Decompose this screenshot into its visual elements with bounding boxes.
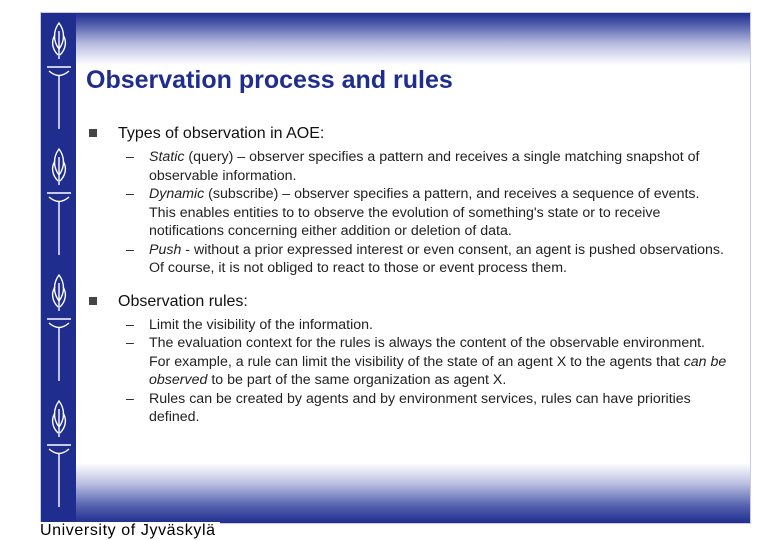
sub-item-push: – Push - without a prior expressed interest or even consent, an agent is pushed observations. Of course, it is not obliged to react to those or event process them.: [126, 241, 724, 276]
sub-item-text: Rules can be created by agents and by environment services, rules can have priorities defined.: [149, 390, 691, 425]
slide-content: [88, 124, 728, 427]
sub-item-emphasis: Static: [149, 149, 185, 165]
sub-item-dynamic: – Dynamic (subscribe) – observer specifies a pattern, and receives a sequence of events. This enables entities to to observe the evolution of something's state or to receive notifications concerning either addition or deletion of data.: [126, 186, 700, 239]
university-emblem-icon: [44, 395, 74, 513]
bullet-text: Observation rules:: [118, 292, 248, 310]
sub-item-static: – Static (query) – observer specifies a pattern and receives a single matching snapshot of observable information.: [126, 149, 700, 184]
footer-university-name: University of Jyväskylä: [40, 522, 220, 540]
top-gradient-band: [41, 13, 750, 65]
university-emblem-icon: [44, 17, 74, 135]
sub-item-text: - without a prior expressed interest or even consent, an agent is pushed observations. Of course, it is not obliged to react to those or event process them.: [149, 241, 724, 276]
sub-item-text: to be part of the same organization as agent X.: [207, 372, 507, 388]
sub-item-emphasis: Push: [149, 241, 182, 258]
sub-item-evaluation-context: – The evaluation context for the rules is always the content of the observable environment. For example, a rule can limit the visibility of the state of an agent X to the agents that can be observed to be part of the same organization as agent X.: [126, 335, 727, 388]
sub-item-text: (query) – observer specifies a pattern and receives a single matching snapshot of observable information.: [149, 149, 700, 184]
bottom-gradient-band: [41, 463, 750, 523]
sub-item-text: Limit the visibility of the information.: [149, 316, 373, 333]
sub-item-rules-created: – Rules can be created by agents and by environment services, rules can have priorities defined.: [126, 390, 691, 425]
sub-item-emphasis: Dynamic: [149, 186, 205, 202]
bullet-observation-rules: [88, 292, 728, 312]
bullet-text: Types of observation in AOE:: [118, 125, 325, 142]
sub-item-text: The evaluation context for the rules is always the content of the observable environment. For example, a rule can limit the visibility of the state of an agent X to the agents that: [149, 335, 705, 370]
square-bullet-icon: [89, 297, 97, 305]
bullet-types-of-observation: [88, 124, 728, 144]
sub-item-emphasis: can be observed: [149, 353, 727, 388]
slide-title: Observation process and rules: [86, 66, 453, 94]
left-emblem-strip: [41, 13, 76, 523]
university-emblem-icon: [44, 269, 74, 387]
square-bullet-icon: [89, 129, 97, 137]
sub-item-limit-visibility: – Limit the visibility of the information.: [126, 316, 373, 333]
university-emblem-icon: [44, 143, 74, 261]
sub-item-text: (subscribe) – observer specifies a pattern, and receives a sequence of events. This enables entities to to observe the evolution of something's state or to receive notifications concerning either addition or deletion of data.: [149, 186, 700, 239]
